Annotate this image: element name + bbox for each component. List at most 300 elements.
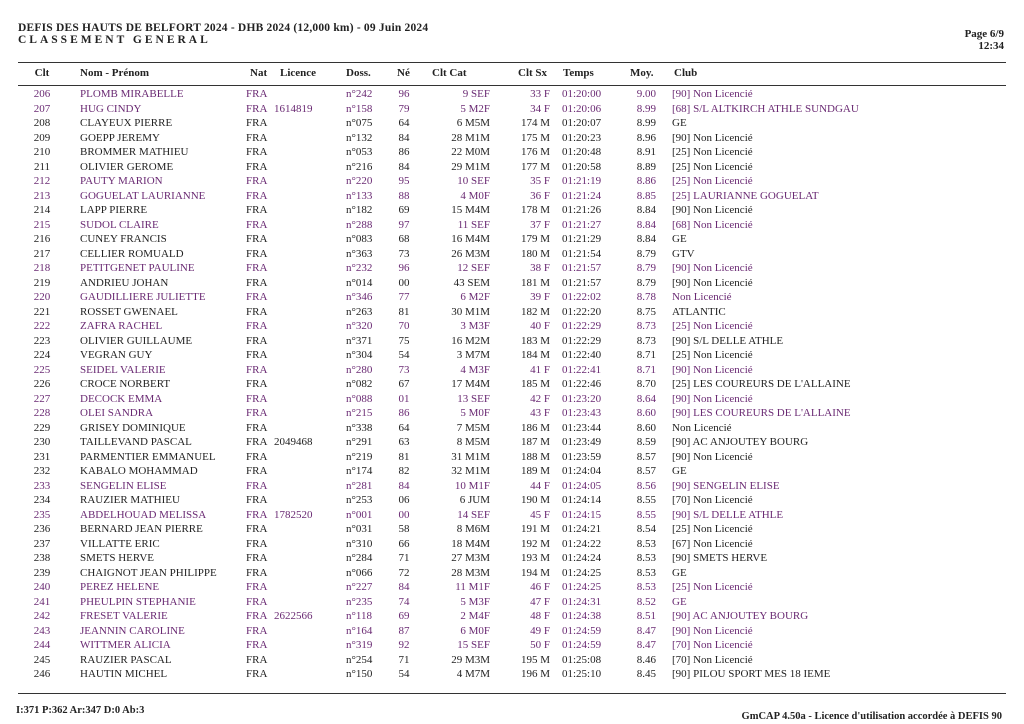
cell-clt: 238 bbox=[33, 552, 51, 564]
footer-rule bbox=[18, 693, 1006, 694]
cell-clt: 211 bbox=[33, 160, 51, 173]
cell-sx: 186 M bbox=[520, 421, 550, 434]
cell-club: [90] Non Licencié bbox=[672, 204, 753, 216]
cell-moy: 8.55 bbox=[636, 508, 656, 521]
cell-clt: 244 bbox=[33, 639, 51, 651]
cell-name: VILLATTE ERIC bbox=[80, 537, 160, 550]
cell-cat: 12 SEF bbox=[457, 262, 490, 274]
cell-temps: 01:24:25 bbox=[562, 581, 602, 593]
cell-temps: 01:24:31 bbox=[562, 595, 602, 608]
cell-name: SEIDEL VALERIE bbox=[80, 363, 166, 376]
cell-moy: 8.59 bbox=[636, 436, 656, 448]
cell-club: [68] S/L ALTKIRCH ATHLE SUNDGAU bbox=[672, 102, 859, 115]
cell-cat: 27 M3M bbox=[451, 552, 490, 564]
cell-clt: 214 bbox=[33, 204, 51, 216]
col-nat: Nat bbox=[250, 67, 268, 79]
cell-temps: 01:23:43 bbox=[562, 407, 602, 419]
cell-ne: 58 bbox=[398, 523, 410, 535]
cell-ne: 86 bbox=[398, 146, 410, 158]
cell-nat: FRA bbox=[246, 479, 268, 492]
cell-licence: 2049468 bbox=[274, 436, 313, 448]
cell-sx: 192 M bbox=[520, 537, 550, 550]
table-row bbox=[0, 638, 1024, 653]
cell-moy: 8.55 bbox=[636, 494, 656, 506]
cell-moy: 8.70 bbox=[636, 378, 656, 390]
cell-club: [90] AC ANJOUTEY BOURG bbox=[672, 436, 809, 448]
cell-clt: 237 bbox=[33, 537, 51, 550]
table-row bbox=[0, 508, 1024, 523]
cell-ne: 73 bbox=[398, 363, 410, 376]
cell-name: GOGUELAT LAURIANNE bbox=[80, 189, 206, 202]
cell-clt: 246 bbox=[33, 668, 51, 680]
cell-temps: 01:24:25 bbox=[562, 566, 602, 579]
cell-name: JEANNIN CAROLINE bbox=[80, 624, 185, 637]
cell-cat: 17 M4M bbox=[451, 378, 490, 390]
cell-clt: 243 bbox=[33, 624, 51, 637]
cell-name: SMETS HERVE bbox=[80, 552, 154, 564]
cell-nat: FRA bbox=[246, 378, 268, 390]
cell-nat: FRA bbox=[246, 204, 268, 216]
cell-doss: n°182 bbox=[346, 204, 373, 216]
cell-club: [90] LES COUREURS DE L'ALLAINE bbox=[672, 407, 851, 419]
cell-club: [90] PILOU SPORT MES 18 IEME bbox=[672, 668, 831, 680]
cell-sx: 196 M bbox=[520, 668, 550, 680]
cell-moy: 8.51 bbox=[636, 610, 656, 622]
cell-cat: 8 M6M bbox=[456, 523, 490, 535]
cell-cat: 6 M0F bbox=[460, 624, 490, 637]
cell-moy: 8.54 bbox=[636, 523, 656, 535]
cell-club: ATLANTIC bbox=[672, 305, 726, 318]
cell-cat: 30 M1M bbox=[451, 305, 490, 318]
cell-ne: 66 bbox=[398, 537, 410, 550]
cell-nat: FRA bbox=[246, 566, 268, 579]
cell-nat: FRA bbox=[246, 131, 268, 144]
table-row bbox=[0, 609, 1024, 624]
cell-moy: 8.71 bbox=[636, 349, 656, 361]
cell-sx: 189 M bbox=[520, 465, 550, 477]
cell-doss: n°053 bbox=[346, 146, 373, 158]
cell-cat: 28 M1M bbox=[451, 131, 490, 144]
cell-club: [90] Non Licencié bbox=[672, 624, 753, 637]
cell-nat: FRA bbox=[246, 537, 268, 550]
cell-nat: FRA bbox=[246, 117, 268, 129]
cell-moy: 8.45 bbox=[636, 668, 656, 680]
cell-name: PARMENTIER EMMANUEL bbox=[80, 450, 216, 463]
cell-nat: FRA bbox=[246, 160, 268, 173]
cell-cat: 4 M0F bbox=[460, 189, 490, 202]
cell-moy: 8.85 bbox=[636, 189, 656, 202]
cell-moy: 8.64 bbox=[636, 392, 656, 405]
cell-name: HAUTIN MICHEL bbox=[80, 668, 168, 680]
cell-ne: 84 bbox=[398, 131, 410, 144]
cell-doss: n°253 bbox=[346, 494, 373, 506]
cell-nat: FRA bbox=[246, 102, 268, 115]
cell-nat: FRA bbox=[246, 523, 268, 535]
cell-moy: 8.47 bbox=[636, 624, 656, 637]
cell-temps: 01:20:48 bbox=[562, 146, 602, 158]
cell-cat: 28 M3M bbox=[451, 566, 490, 579]
cell-cat: 14 SEF bbox=[457, 508, 490, 521]
cell-ne: 95 bbox=[398, 175, 410, 187]
cell-cat: 10 SEF bbox=[457, 175, 490, 187]
cell-name: PLOMB MIRABELLE bbox=[80, 88, 184, 100]
cell-cat: 32 M1M bbox=[451, 465, 490, 477]
cell-name: PETITGENET PAULINE bbox=[80, 262, 195, 274]
cell-temps: 01:21:54 bbox=[562, 247, 602, 260]
cell-temps: 01:22:02 bbox=[562, 291, 602, 303]
col-sx: Clt Sx bbox=[518, 67, 548, 79]
cell-temps: 01:20:58 bbox=[562, 160, 602, 173]
cell-doss: n°164 bbox=[346, 624, 373, 637]
cell-doss: n°232 bbox=[346, 262, 373, 274]
table-row bbox=[0, 232, 1024, 247]
cell-moy: 8.60 bbox=[636, 421, 656, 434]
cell-clt: 221 bbox=[33, 305, 51, 318]
table-row bbox=[0, 551, 1024, 566]
cell-nat: FRA bbox=[246, 247, 268, 260]
cell-nat: FRA bbox=[246, 595, 268, 608]
cell-clt: 215 bbox=[33, 218, 51, 231]
cell-cat: 22 M0M bbox=[451, 146, 490, 158]
cell-sx: 37 F bbox=[530, 218, 550, 231]
cell-ne: 96 bbox=[398, 88, 410, 100]
cell-ne: 87 bbox=[398, 624, 410, 637]
cell-cat: 29 M1M bbox=[451, 160, 490, 173]
cell-club: [90] S/L DELLE ATHLE bbox=[672, 508, 784, 521]
cell-nat: FRA bbox=[246, 349, 268, 361]
cell-clt: 210 bbox=[33, 146, 51, 158]
table-row bbox=[0, 189, 1024, 204]
cell-cat: 11 M1F bbox=[455, 581, 490, 593]
cell-club: [90] Non Licencié bbox=[672, 262, 753, 274]
table-row bbox=[0, 624, 1024, 639]
cell-clt: 229 bbox=[33, 421, 51, 434]
cell-doss: n°083 bbox=[346, 233, 373, 245]
cell-name: WITTMER ALICIA bbox=[80, 639, 171, 651]
table-row bbox=[0, 218, 1024, 233]
cell-moy: 8.53 bbox=[636, 566, 656, 579]
cell-ne: 84 bbox=[398, 160, 410, 173]
table-row bbox=[0, 537, 1024, 552]
cell-name: KABALO MOHAMMAD bbox=[80, 465, 198, 477]
cell-moy: 8.78 bbox=[636, 291, 656, 303]
cell-temps: 01:22:41 bbox=[562, 363, 602, 376]
cell-clt: 213 bbox=[33, 189, 51, 202]
cell-moy: 8.57 bbox=[636, 465, 656, 477]
header-rule-top bbox=[18, 62, 1006, 63]
cell-club: [90] Non Licencié bbox=[672, 450, 753, 463]
cell-nat: FRA bbox=[246, 363, 268, 376]
cell-name: CHAIGNOT JEAN PHILIPPE bbox=[80, 566, 217, 579]
cell-moy: 8.84 bbox=[636, 233, 656, 245]
cell-moy: 8.56 bbox=[636, 479, 656, 492]
table-row bbox=[0, 450, 1024, 465]
cell-clt: 236 bbox=[33, 523, 51, 535]
cell-ne: 69 bbox=[398, 610, 410, 622]
cell-clt: 231 bbox=[33, 450, 51, 463]
table-row bbox=[0, 87, 1024, 102]
cell-temps: 01:25:08 bbox=[562, 653, 602, 666]
cell-temps: 01:24:38 bbox=[562, 610, 602, 622]
cell-sx: 49 F bbox=[530, 624, 550, 637]
table-row bbox=[0, 406, 1024, 421]
cell-club: GE bbox=[672, 233, 687, 245]
cell-cat: 5 M3F bbox=[460, 595, 490, 608]
cell-nat: FRA bbox=[246, 421, 268, 434]
cell-name: SENGELIN ELISE bbox=[80, 479, 167, 492]
cell-temps: 01:23:44 bbox=[562, 421, 602, 434]
cell-sx: 175 M bbox=[520, 131, 550, 144]
cell-nat: FRA bbox=[246, 305, 268, 318]
cell-sx: 187 M bbox=[520, 436, 550, 448]
cell-sx: 190 M bbox=[520, 494, 550, 506]
cell-sx: 195 M bbox=[520, 653, 550, 666]
cell-temps: 01:21:57 bbox=[562, 262, 602, 274]
cell-ne: 06 bbox=[398, 494, 410, 506]
cell-ne: 71 bbox=[398, 552, 410, 564]
cell-ne: 81 bbox=[398, 450, 410, 463]
cell-clt: 227 bbox=[33, 392, 51, 405]
table-row bbox=[0, 566, 1024, 581]
col-doss: Doss. bbox=[346, 67, 371, 79]
cell-temps: 01:23:59 bbox=[562, 450, 602, 463]
cell-cat: 4 M7M bbox=[456, 668, 490, 680]
cell-cat: 4 M3F bbox=[460, 363, 490, 376]
cell-doss: n°284 bbox=[346, 552, 373, 564]
cell-name: OLEI SANDRA bbox=[80, 407, 154, 419]
cell-cat: 11 SEF bbox=[457, 218, 490, 231]
cell-ne: 77 bbox=[398, 291, 410, 303]
cell-moy: 8.84 bbox=[636, 204, 656, 216]
cell-temps: 01:24:15 bbox=[562, 508, 602, 521]
cell-cat: 10 M1F bbox=[454, 479, 490, 492]
cell-club: [90] Non Licencié bbox=[672, 276, 753, 289]
cell-doss: n°219 bbox=[346, 450, 373, 463]
table-row bbox=[0, 131, 1024, 146]
cell-club: [90] S/L DELLE ATHLE bbox=[672, 334, 784, 347]
col-licence: Licence bbox=[280, 67, 317, 79]
cell-doss: n°220 bbox=[346, 175, 373, 187]
cell-name: CROCE NORBERT bbox=[80, 378, 171, 390]
page-info bbox=[965, 28, 1004, 52]
cell-nat: FRA bbox=[246, 624, 268, 637]
cell-name: GOEPP JEREMY bbox=[80, 131, 160, 144]
cell-ne: 64 bbox=[398, 117, 410, 129]
cell-club: Non Licencié bbox=[672, 291, 732, 303]
cell-clt: 217 bbox=[33, 247, 51, 260]
cell-cat: 3 M3F bbox=[460, 320, 490, 332]
cell-clt: 212 bbox=[33, 175, 51, 187]
cell-temps: 01:24:05 bbox=[562, 479, 602, 492]
cell-temps: 01:24:04 bbox=[562, 465, 602, 477]
cell-sx: 40 F bbox=[530, 320, 550, 332]
cell-cat: 6 JUM bbox=[459, 494, 490, 506]
cell-clt: 240 bbox=[33, 581, 51, 593]
cell-doss: n°320 bbox=[346, 320, 373, 332]
cell-temps: 01:25:10 bbox=[562, 668, 602, 680]
cell-ne: 73 bbox=[398, 247, 410, 260]
cell-doss: n°174 bbox=[346, 465, 373, 477]
cell-temps: 01:22:46 bbox=[562, 378, 602, 390]
cell-doss: n°082 bbox=[346, 378, 373, 390]
cell-ne: 82 bbox=[398, 465, 410, 477]
cell-clt: 223 bbox=[33, 334, 51, 347]
cell-ne: 75 bbox=[398, 334, 410, 347]
cell-doss: n°338 bbox=[346, 421, 373, 434]
cell-moy: 8.91 bbox=[636, 146, 656, 158]
cell-sx: 42 F bbox=[530, 392, 550, 405]
cell-temps: 01:24:59 bbox=[562, 639, 602, 651]
footer-licence: GmCAP 4.50a - Licence d'utilisation accordée à DEFIS 90 bbox=[741, 711, 1002, 722]
cell-club: Non Licencié bbox=[672, 421, 732, 434]
cell-nat: FRA bbox=[246, 450, 268, 463]
cell-clt: 242 bbox=[33, 610, 51, 622]
cell-ne: 72 bbox=[398, 566, 410, 579]
cell-sx: 178 M bbox=[520, 204, 550, 216]
cell-clt: 239 bbox=[33, 566, 51, 579]
cell-temps: 01:20:06 bbox=[562, 102, 602, 115]
cell-sx: 179 M bbox=[520, 233, 550, 245]
cell-nat: FRA bbox=[246, 668, 268, 680]
cell-temps: 01:23:20 bbox=[562, 392, 602, 405]
cell-cat: 16 M4M bbox=[451, 233, 490, 245]
cell-moy: 8.79 bbox=[636, 262, 656, 274]
table-row bbox=[0, 145, 1024, 160]
cell-sx: 193 M bbox=[520, 552, 550, 564]
cell-temps: 01:24:21 bbox=[562, 523, 602, 535]
cell-clt: 241 bbox=[33, 595, 51, 608]
cell-temps: 01:21:24 bbox=[562, 189, 602, 202]
cell-doss: n°075 bbox=[346, 117, 373, 129]
table-row bbox=[0, 653, 1024, 668]
cell-clt: 228 bbox=[33, 407, 51, 419]
cell-club: [70] Non Licencié bbox=[672, 639, 753, 651]
cell-moy: 8.57 bbox=[636, 450, 656, 463]
cell-temps: 01:22:40 bbox=[562, 349, 602, 361]
cell-clt: 207 bbox=[33, 102, 51, 115]
cell-temps: 01:24:14 bbox=[562, 494, 602, 506]
cell-nat: FRA bbox=[246, 581, 268, 593]
cell-name: GAUDILLIERE JULIETTE bbox=[80, 291, 206, 303]
cell-sx: 177 M bbox=[520, 160, 550, 173]
cell-cat: 15 M4M bbox=[451, 204, 490, 216]
table-row bbox=[0, 595, 1024, 610]
cell-sx: 43 F bbox=[530, 407, 550, 419]
cell-clt: 226 bbox=[33, 378, 51, 390]
cell-doss: n°215 bbox=[346, 407, 373, 419]
cell-name: CELLIER ROMUALD bbox=[80, 247, 184, 260]
cell-cat: 6 M5M bbox=[456, 117, 490, 129]
cell-club: [90] AC ANJOUTEY BOURG bbox=[672, 610, 809, 622]
cell-ne: 88 bbox=[398, 189, 410, 202]
cell-cat: 5 M0F bbox=[460, 407, 490, 419]
cell-moy: 8.73 bbox=[636, 320, 656, 332]
cell-ne: 84 bbox=[398, 581, 410, 593]
cell-name: ABDELHOUAD MELISSA bbox=[80, 508, 207, 521]
cell-doss: n°371 bbox=[346, 334, 373, 347]
cell-name: SUDOL CLAIRE bbox=[80, 218, 159, 231]
cell-nat: FRA bbox=[246, 407, 268, 419]
cell-temps: 01:22:29 bbox=[562, 320, 602, 332]
cell-sx: 35 F bbox=[530, 175, 550, 187]
col-temps: Temps bbox=[563, 67, 594, 79]
table-row bbox=[0, 363, 1024, 378]
cell-name: RAUZIER PASCAL bbox=[80, 653, 172, 666]
cell-name: RAUZIER MATHIEU bbox=[80, 494, 180, 506]
table-row bbox=[0, 276, 1024, 291]
cell-moy: 8.89 bbox=[636, 160, 656, 173]
cell-club: [90] SMETS HERVE bbox=[672, 552, 768, 564]
cell-name: HUG CINDY bbox=[80, 102, 142, 115]
cell-name: ROSSET GWENAEL bbox=[80, 305, 178, 318]
cell-ne: 64 bbox=[398, 421, 410, 434]
cell-doss: n°150 bbox=[346, 668, 373, 680]
cell-clt: 234 bbox=[33, 494, 51, 506]
cell-name: CLAYEUX PIERRE bbox=[80, 117, 173, 129]
table-row bbox=[0, 160, 1024, 175]
cell-nat: FRA bbox=[246, 436, 268, 448]
cell-clt: 232 bbox=[33, 465, 51, 477]
cell-club: [25] LAURIANNE GOGUELAT bbox=[672, 189, 819, 202]
cell-temps: 01:21:57 bbox=[562, 276, 602, 289]
col-club: Club bbox=[674, 67, 698, 79]
cell-cat: 5 M2F bbox=[460, 102, 490, 115]
table-row bbox=[0, 392, 1024, 407]
cell-club: [25] Non Licencié bbox=[672, 320, 753, 332]
cell-ne: 86 bbox=[398, 407, 410, 419]
cell-clt: 233 bbox=[33, 479, 51, 492]
cell-doss: n°254 bbox=[346, 653, 373, 666]
cell-name: ANDRIEU JOHAN bbox=[80, 276, 169, 289]
cell-club: GE bbox=[672, 566, 687, 579]
table-row bbox=[0, 479, 1024, 494]
cell-club: [25] Non Licencié bbox=[672, 175, 753, 187]
cell-cat: 13 SEF bbox=[457, 392, 490, 405]
cell-nat: FRA bbox=[246, 610, 268, 622]
cell-doss: n°346 bbox=[346, 291, 373, 303]
cell-temps: 01:24:22 bbox=[562, 537, 602, 550]
cell-nat: FRA bbox=[246, 639, 268, 651]
cell-club: [25] Non Licencié bbox=[672, 160, 753, 173]
cell-name: PAUTY MARION bbox=[80, 175, 163, 187]
cell-club: [90] Non Licencié bbox=[672, 392, 753, 405]
cell-sx: 183 M bbox=[520, 334, 550, 347]
cell-moy: 8.84 bbox=[636, 218, 656, 231]
cell-doss: n°133 bbox=[346, 189, 373, 202]
cell-doss: n°363 bbox=[346, 247, 373, 260]
cell-ne: 84 bbox=[398, 479, 410, 492]
cell-moy: 8.86 bbox=[636, 175, 656, 187]
cell-temps: 01:22:20 bbox=[562, 305, 602, 318]
table-row bbox=[0, 174, 1024, 189]
cell-ne: 63 bbox=[398, 436, 410, 448]
column-header-row bbox=[0, 67, 1024, 81]
cell-cat: 26 M3M bbox=[451, 247, 490, 260]
cell-sx: 34 F bbox=[530, 102, 550, 115]
cell-moy: 8.73 bbox=[636, 334, 656, 347]
cell-club: [25] Non Licencié bbox=[672, 349, 753, 361]
cell-temps: 01:21:27 bbox=[562, 218, 602, 231]
cell-moy: 8.52 bbox=[636, 595, 656, 608]
cell-sx: 39 F bbox=[530, 291, 550, 303]
cell-nat: FRA bbox=[246, 233, 268, 245]
cell-name: BROMMER MATHIEU bbox=[80, 146, 189, 158]
cell-moy: 8.96 bbox=[636, 131, 656, 144]
page-number: Page 6/9 bbox=[964, 28, 1004, 40]
cell-cat: 43 SEM bbox=[453, 276, 490, 289]
cell-sx: 44 F bbox=[530, 479, 550, 492]
cell-sx: 41 F bbox=[530, 363, 550, 376]
